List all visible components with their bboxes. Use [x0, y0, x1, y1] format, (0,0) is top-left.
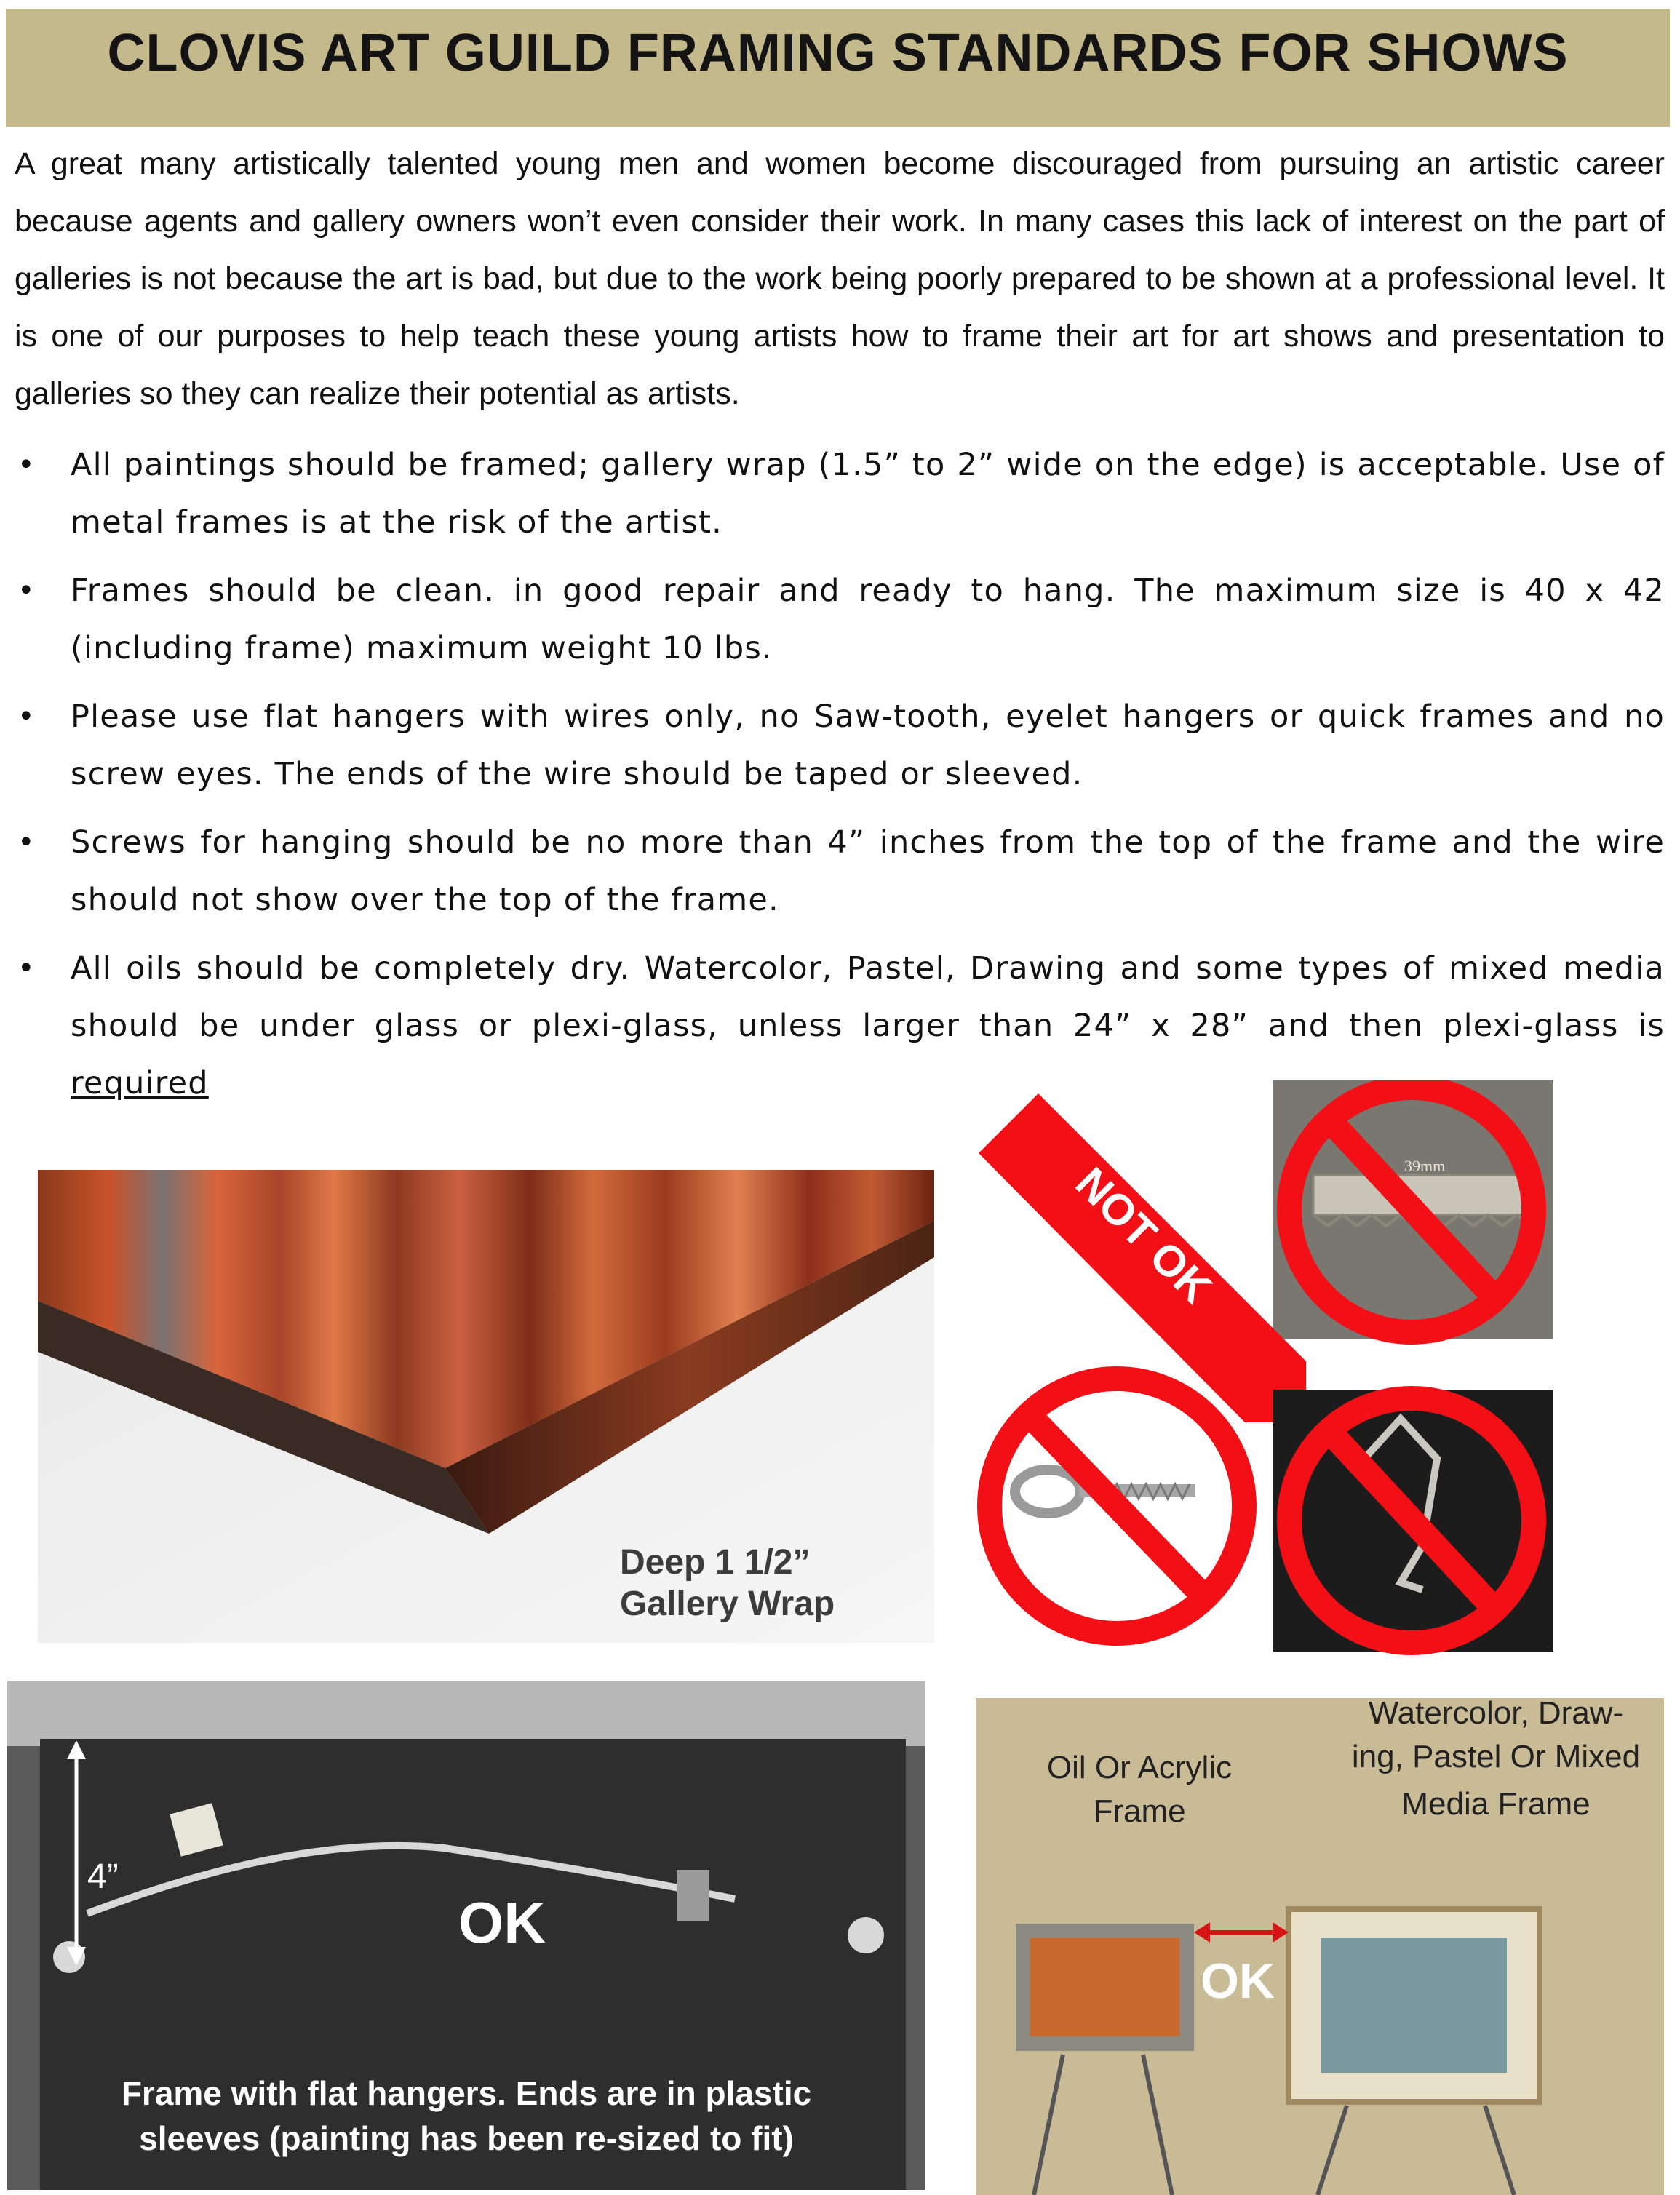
- bullet-text: Frames should be clean. in good repair and ready to hang. The maximum size is 40 x 42 (including frame) maximum weight 10 lbs.: [71, 573, 1665, 666]
- bullet-text: Screws for hanging should be no more than 4” inches from the top of the frame and the wire should not show over the top of the frame.: [71, 824, 1665, 918]
- frame-back-photo: [7, 1681, 925, 2190]
- bullet-icon: •: [17, 952, 36, 985]
- underlined-word: required: [71, 1065, 209, 1102]
- not-ok-label: NOT OK: [1066, 1158, 1222, 1313]
- right-label-line1: Watercolor, Draw-: [1368, 1698, 1624, 1731]
- bullet-icon: •: [17, 700, 36, 733]
- left-label-line2: Frame: [1093, 1793, 1186, 1829]
- back-caption-line2: sleeves (painting has been re-sized to fit): [139, 2119, 794, 2157]
- flat-hanger-icon: [677, 1870, 709, 1921]
- not-ok-hangers-collage: [971, 1080, 1648, 1677]
- gallery-ok-label: OK: [1201, 1953, 1275, 2009]
- title-banner: [6, 9, 1670, 127]
- bullet-icon: •: [17, 826, 36, 859]
- oil-painting: [1030, 1938, 1179, 2036]
- bullet-icon: •: [17, 448, 36, 482]
- back-caption-line1: Frame with flat hangers. Ends are in plastic: [121, 2074, 812, 2112]
- list-item: [15, 562, 1665, 677]
- intro-paragraph: A great many artistically talented young men and women become discouraged from pursuing an artistic career because agents and gallery owners won’t even consider their work. In many cases this lack of interest on the part of galleries is not because the art is bad, but due to the work being poorly prepared to be shown at a professional level. It is one of our purposes to help teach these young artists how to frame their art for art shows and presentation to galleries so they can realize their potential as artists.: [15, 146, 1665, 411]
- screw-icon: [848, 1917, 884, 1953]
- flat-hanger-wire-illustration: [7, 1681, 925, 2190]
- right-label-line2: ing, Pastel Or Mixed: [1351, 1739, 1641, 1774]
- left-label-line1: Oil Or Acrylic: [1046, 1750, 1233, 1785]
- gallery-wrap-photo: [38, 1170, 934, 1643]
- bullet-icon: •: [17, 574, 36, 607]
- gallery-example-photo: [976, 1698, 1664, 2195]
- gallery-wrap-canvas-illustration: [38, 1170, 934, 1643]
- standards-list: [15, 437, 1665, 1123]
- ok-label: OK: [458, 1890, 546, 1955]
- bullet-text: All paintings should be framed; gallery wrap (1.5” to 2” wide on the edge) is acceptable. Use of metal frames is at the risk of the artist.: [71, 447, 1665, 541]
- wrap-caption-line1: Deep 1 1/2”: [620, 1543, 811, 1582]
- sawtooth-size-label: 39mm: [1404, 1157, 1446, 1175]
- list-item: [15, 437, 1665, 551]
- bullet-text: All oils should be completely dry. Watercolor, Pastel, Drawing and some types of mixed media should be under glass or plexi-glass, unless larger than 24” x 28” and then plexi-glass is: [71, 950, 1665, 1044]
- watercolor-painting: [1321, 1938, 1507, 2073]
- wrap-caption-line2: Gallery Wrap: [620, 1585, 835, 1623]
- page-title: CLOVIS ART GUILD FRAMING STANDARDS FOR SHOWS: [107, 24, 1569, 82]
- list-item: [15, 688, 1665, 803]
- bullet-text: Please use flat hangers with wires only, no Saw-tooth, eyelet hangers or quick frames and no screw eyes. The ends of the wire should be taped or sleeved.: [71, 698, 1665, 792]
- not-ok-illustration: [971, 1080, 1648, 1677]
- list-item: [15, 814, 1665, 929]
- right-label-line3: Media Frame: [1401, 1786, 1591, 1822]
- framed-works-illustration: [976, 1698, 1664, 2195]
- measure-label: 4”: [87, 1857, 119, 1896]
